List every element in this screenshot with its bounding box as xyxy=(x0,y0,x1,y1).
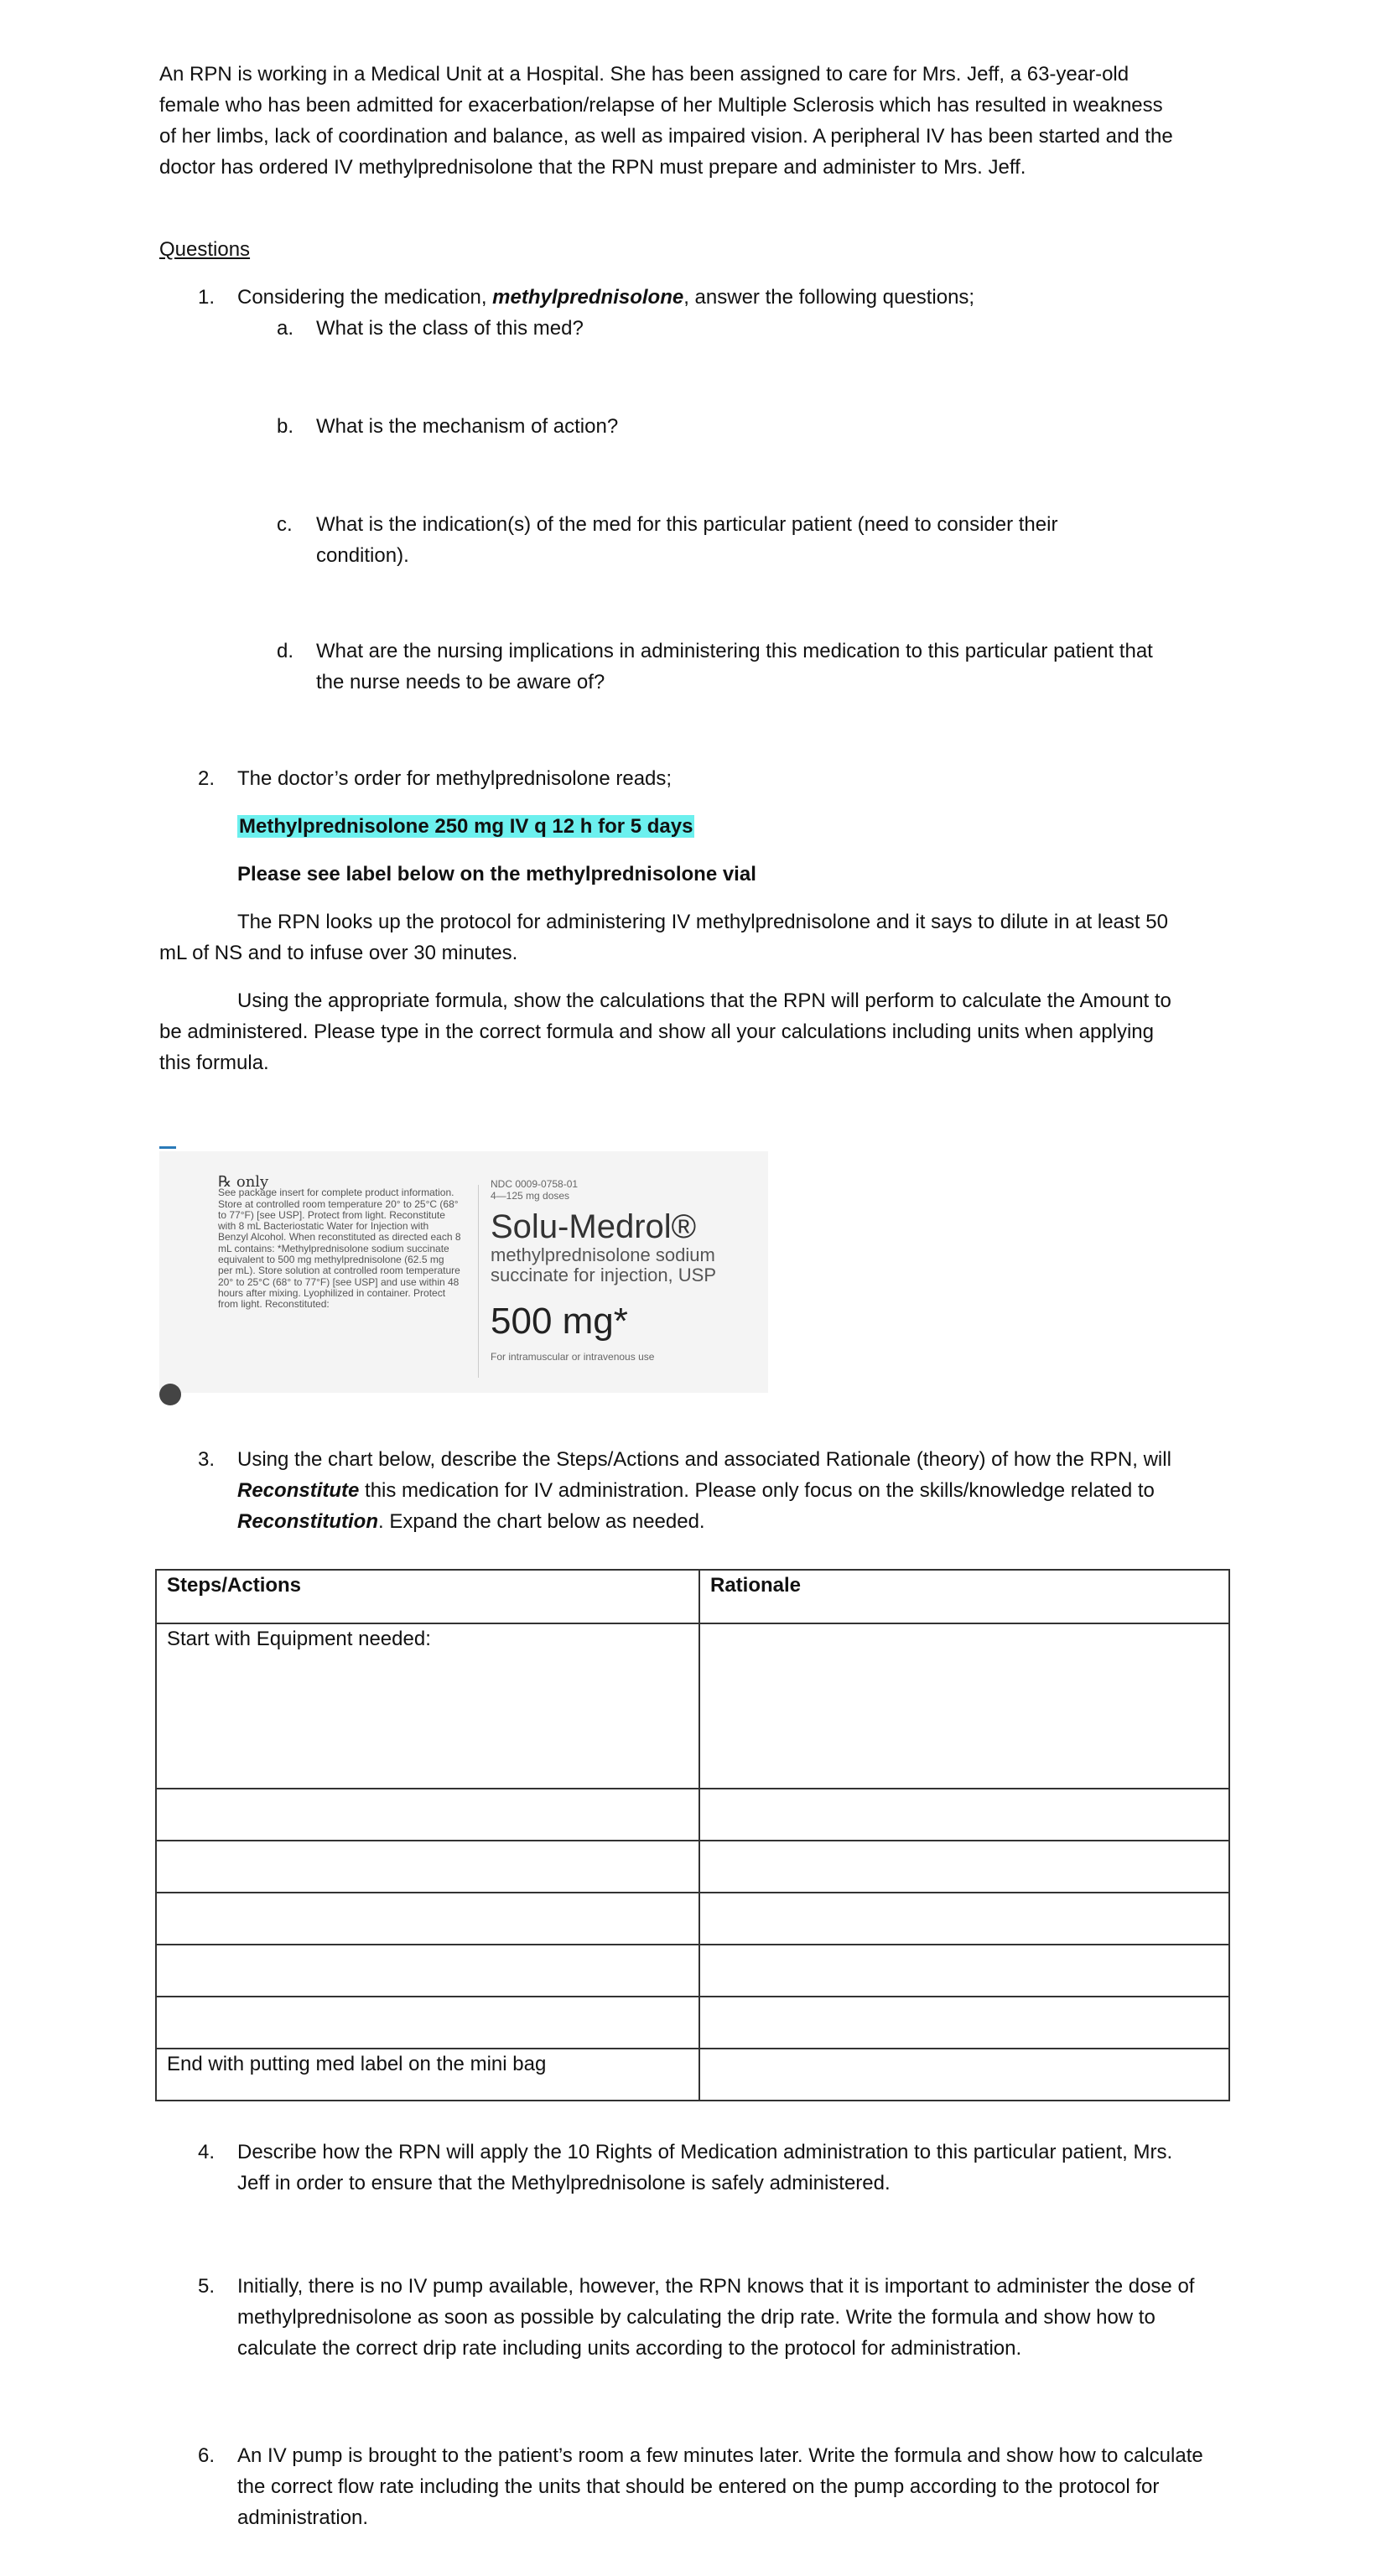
q2-number: 2. xyxy=(198,767,216,790)
q1b-letter: b. xyxy=(277,415,294,438)
cell-empty xyxy=(156,1841,699,1893)
q2-order-highlight: Methylprednisolone 250 mg IV q 12 h for 5 days xyxy=(239,815,693,838)
q1d-letter: d. xyxy=(277,640,294,662)
vial-label-image xyxy=(159,1151,768,1393)
vial-dose: 500 mg* xyxy=(491,1301,628,1342)
vial-route: For intramuscular or intravenous use xyxy=(491,1351,655,1363)
vial-doses: 4—125 mg doses xyxy=(491,1190,570,1202)
q6-number: 6. xyxy=(198,2444,216,2467)
vial-instructions: See package insert for complete product information. Store at controlled room temperature 20° to 25°C (68° to 77°F) [see USP]. Protect from light. Reconstitute with 8 mL Bacteriostatic Water for Injection with Benzyl Alcohol. When reconstituted as directed each 8 mL contains: *Methylprednisolone sodium succinate equivalent to 500 mg methylprednisolone (62.5 mg per mL). Store solution at controlled room temperature 20° to 25°C (68° to 77°F) [see USP] and use within 48 hours after mixing. Lyophilized in container. Protect from light. Reconstituted: xyxy=(218,1187,461,1311)
cell-equipment: Start with Equipment needed: xyxy=(156,1623,699,1789)
table-row xyxy=(156,1623,1229,1789)
cell-empty xyxy=(156,1893,699,1945)
vial-right-column xyxy=(491,1178,759,1363)
q1b-text: What is the mechanism of action? xyxy=(316,415,619,438)
blue-mark xyxy=(159,1146,176,1149)
cell-empty xyxy=(699,2049,1229,2101)
q1a-letter: a. xyxy=(277,317,294,340)
q1-number: 1. xyxy=(198,286,216,309)
table-header-row xyxy=(156,1570,1229,1623)
q1-lead-before: Considering the medication, xyxy=(237,286,493,309)
q2-formula: Using the appropriate formula, show the calculations that the RPN will perform to calculate the Amount to be administered. Please type in the correct formula and show all your calculations including units when applying this formula. xyxy=(159,989,1171,1074)
cell-empty xyxy=(699,1893,1229,1945)
q3-number: 3. xyxy=(198,1448,216,1471)
cell-empty xyxy=(156,1997,699,2049)
vial-brand: Solu-Medrol® xyxy=(491,1208,697,1245)
vial-ndc: NDC 0009-0758-01 xyxy=(491,1178,579,1190)
q2-order xyxy=(237,811,694,842)
q3-b2: Reconstitution xyxy=(237,1510,378,1533)
vial-divider xyxy=(478,1185,479,1378)
circle-icon xyxy=(159,1384,181,1405)
q3-t1: Using the chart below, describe the Steps/Actions and associated Rationale (theory) of how the RPN, will xyxy=(237,1448,1171,1471)
header-steps: Steps/Actions xyxy=(156,1570,699,1623)
steps-rationale-table xyxy=(155,1569,1230,2101)
q1-lead-med: methylprednisolone xyxy=(492,286,684,309)
q1d-text: What are the nursing implications in administering this medication to this particular patient that the nurse needs to be aware of? xyxy=(316,640,1153,693)
table-row xyxy=(156,1893,1229,1945)
table-row xyxy=(156,1997,1229,2049)
q3-b1: Reconstitute xyxy=(237,1479,360,1502)
cell-empty xyxy=(699,1945,1229,1997)
cell-empty xyxy=(156,1945,699,1997)
q4-text: Describe how the RPN will apply the 10 Rights of Medication administration to this particular patient, Mrs. Jeff in order to ensure that the Methylprednisolone is safely administered. xyxy=(237,2141,1173,2194)
rx-only: ℞ only xyxy=(218,1173,269,1191)
cell-empty xyxy=(699,1623,1229,1789)
cell-end: End with putting med label on the mini bag xyxy=(156,2049,699,2101)
q2-protocol: The RPN looks up the protocol for administering IV methylprednisolone and it says to dilute in at least 50 mL of NS and to infuse over 30 minutes. xyxy=(159,911,1168,964)
q3-text xyxy=(237,1444,1227,1537)
q6-text: An IV pump is brought to the patient’s room a few minutes later. Write the formula and show how to calculate the correct flow rate including the units that should be entered on the pump according to the protocol for administration. xyxy=(237,2444,1203,2529)
q2-see-label: Please see label below on the methylprednisolone vial xyxy=(237,863,756,886)
header-rationale: Rationale xyxy=(699,1570,1229,1623)
vial-generic: methylprednisolone sodium succinate for injection, USP xyxy=(491,1244,717,1285)
q1-lead xyxy=(237,282,1202,313)
cell-empty xyxy=(699,1841,1229,1893)
cell-empty xyxy=(699,1997,1229,2049)
q2-lead: The doctor’s order for methylprednisolone reads; xyxy=(237,767,673,790)
q1c-letter: c. xyxy=(277,513,293,536)
questions-heading: Questions xyxy=(159,238,251,261)
vial-left-column xyxy=(218,1173,461,1311)
table-row xyxy=(156,1945,1229,1997)
q3-t2: this medication for IV administration. Please only focus on the skills/knowledge related to xyxy=(359,1479,1155,1502)
q3-t3: . Expand the chart below as needed. xyxy=(378,1510,705,1533)
intro-paragraph: An RPN is working in a Medical Unit at a Hospital. She has been assigned to care for Mrs. Jeff, a 63-year-old female who has been admitted for exacerbation/relapse of her Multiple Sclerosis which has resulted in weakness of her limbs, lack of coordination and balance, as well as impaired vision. A peripheral IV has been started and the doctor has ordered IV methylprednisolone that the RPN must prepare and administer to Mrs. Jeff. xyxy=(159,63,1173,179)
cell-empty xyxy=(699,1789,1229,1841)
table-row xyxy=(156,2049,1229,2101)
q1c-text: What is the indication(s) of the med for this particular patient (need to consider their condition). xyxy=(316,513,1058,567)
q4-number: 4. xyxy=(198,2141,216,2163)
q1a-text: What is the class of this med? xyxy=(316,317,584,340)
cell-empty xyxy=(156,1789,699,1841)
q5-text: Initially, there is no IV pump available, however, the RPN knows that it is important to administer the dose of methylprednisolone as soon as possible by calculating the drip rate. Write the formula and show how to calculate the correct drip rate including units according to the protocol for administration. xyxy=(237,2275,1195,2360)
q5-number: 5. xyxy=(198,2275,216,2298)
table-row xyxy=(156,1789,1229,1841)
q1-lead-after: , answer the following questions; xyxy=(683,286,975,309)
table-row xyxy=(156,1841,1229,1893)
